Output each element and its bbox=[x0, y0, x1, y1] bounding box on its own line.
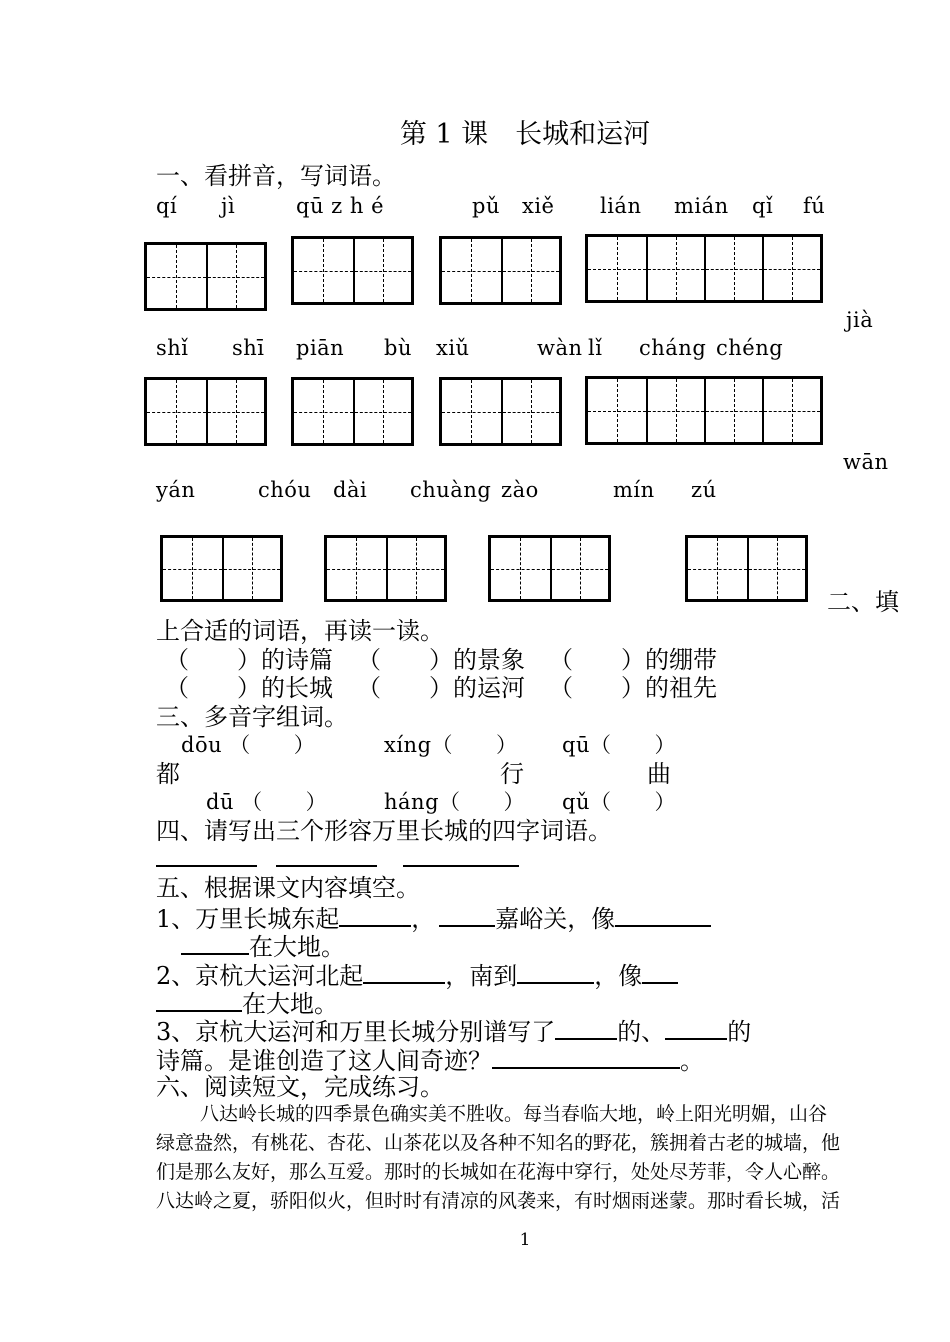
polyphone-char: 都 bbox=[156, 760, 180, 788]
section1-heading: 一、看拼音，写词语。 bbox=[156, 162, 396, 190]
polyphone-item[interactable]: xíng（ ） bbox=[384, 733, 518, 757]
question-2-cont bbox=[156, 988, 338, 1018]
question-text: ，像 bbox=[594, 962, 643, 990]
pinyin: chéng bbox=[716, 336, 784, 360]
pinyin: xiǔ bbox=[436, 336, 470, 360]
writing-grid[interactable] bbox=[439, 377, 562, 446]
reading-line: 八达岭之夏，骄阳似火，但时时有清凉的风袭来，有时烟雨迷蒙。那时看长城，活 bbox=[156, 1190, 841, 1212]
writing-grid[interactable] bbox=[324, 535, 447, 602]
question-text: 在大地。 bbox=[249, 933, 345, 961]
answer-blank[interactable] bbox=[156, 988, 242, 1012]
answer-blank[interactable] bbox=[181, 931, 249, 955]
question-text: 3、京杭大运河和万里长城分别谱写了 bbox=[156, 1018, 556, 1046]
polyphone-char: 行 bbox=[500, 760, 524, 788]
pinyin: pǔ bbox=[472, 194, 500, 218]
pinyin: fú bbox=[803, 194, 826, 218]
pinyin: mián bbox=[674, 194, 729, 218]
section6-heading: 六、阅读短文，完成练习。 bbox=[156, 1073, 444, 1101]
question-text: ，南到 bbox=[445, 962, 518, 990]
fill-item[interactable]: （ ）的诗篇 bbox=[165, 646, 333, 674]
reading-line: 绿意盎然，有桃花、杏花、山茶花以及各种不知名的野花，簇拥着古老的城墙，他 bbox=[156, 1132, 841, 1154]
pinyin: chóu bbox=[258, 478, 312, 502]
writing-grid[interactable] bbox=[291, 377, 414, 446]
question-text: 嘉峪关，像 bbox=[495, 905, 616, 933]
answer-blank[interactable] bbox=[555, 1016, 617, 1040]
pinyin: cháng bbox=[639, 336, 707, 360]
answer-blank[interactable] bbox=[276, 843, 377, 867]
question-text: 。 bbox=[680, 1047, 704, 1075]
section5-heading: 五、根据课文内容填空。 bbox=[156, 874, 420, 902]
section3-heading: 三、多音字组词。 bbox=[156, 703, 348, 731]
fill-item[interactable]: （ ）的景象 bbox=[357, 646, 525, 674]
writing-grid[interactable] bbox=[585, 376, 823, 445]
pinyin: dài bbox=[333, 478, 368, 502]
question-text: 诗篇。是谁创造了这人间奇迹？ bbox=[156, 1047, 492, 1075]
question-1-cont bbox=[181, 931, 345, 961]
fill-item[interactable]: （ ）的运河 bbox=[357, 674, 525, 702]
writing-grid[interactable] bbox=[585, 234, 823, 303]
polyphone-item[interactable]: qǔ（ ） bbox=[562, 790, 676, 814]
pinyin: yán bbox=[156, 478, 196, 502]
writing-grid[interactable] bbox=[488, 535, 611, 602]
pinyin: qí bbox=[156, 194, 178, 218]
fill-item[interactable]: （ ）的长城 bbox=[165, 674, 333, 702]
pinyin: piān bbox=[296, 336, 345, 360]
question-text: 2、京杭大运河北起 bbox=[156, 962, 364, 990]
fill-item[interactable]: （ ）的绷带 bbox=[549, 646, 717, 674]
polyphone-item[interactable]: qū（ ） bbox=[562, 733, 676, 757]
pinyin: wān bbox=[843, 450, 889, 474]
writing-grid[interactable] bbox=[291, 236, 414, 305]
answer-blank[interactable] bbox=[615, 903, 711, 927]
question-1 bbox=[156, 903, 711, 933]
pinyin: jià bbox=[846, 308, 874, 332]
section2-heading-cont: 上合适的词语，再读一读。 bbox=[156, 617, 444, 645]
pinyin: xiě bbox=[522, 194, 555, 218]
section2-heading: 二、填 bbox=[827, 588, 899, 616]
pinyin: lián bbox=[600, 194, 642, 218]
pinyin: chuàng bbox=[410, 478, 492, 502]
question-text: 1、万里长城东起 bbox=[156, 905, 340, 933]
question-text: 的、 bbox=[617, 1018, 666, 1046]
reading-line: 八达岭长城的四季景色确实美不胜收。每当春临大地，岭上阳光明媚，山谷 bbox=[200, 1103, 828, 1125]
pinyin: zào bbox=[501, 478, 539, 502]
lesson-title: 第 1 课 长城和运河 bbox=[399, 119, 651, 150]
writing-grid[interactable] bbox=[144, 242, 267, 311]
pinyin: shǐ bbox=[156, 336, 189, 360]
writing-grid[interactable] bbox=[160, 535, 283, 602]
answer-blank[interactable] bbox=[492, 1045, 680, 1069]
pinyin: bù bbox=[384, 336, 412, 360]
answer-blank[interactable] bbox=[339, 903, 411, 927]
question-2 bbox=[156, 960, 678, 990]
pinyin: shī bbox=[232, 336, 265, 360]
pinyin: jì bbox=[221, 194, 236, 218]
polyphone-item[interactable]: dōu （ ） bbox=[181, 733, 316, 757]
answer-blank[interactable] bbox=[403, 843, 519, 867]
pinyin: wàn bbox=[537, 336, 583, 360]
section4-heading: 四、请写出三个形容万里长城的四字词语。 bbox=[156, 817, 612, 845]
pinyin: zú bbox=[691, 478, 717, 502]
pinyin: qū z h é bbox=[296, 194, 385, 218]
polyphone-item[interactable]: dū （ ） bbox=[206, 790, 328, 814]
answer-blank[interactable] bbox=[642, 960, 678, 984]
answer-blank[interactable] bbox=[156, 843, 257, 867]
writing-grid[interactable] bbox=[685, 535, 808, 602]
answer-blank[interactable] bbox=[439, 903, 495, 927]
polyphone-char: 曲 bbox=[647, 760, 671, 788]
answer-blank[interactable] bbox=[363, 960, 445, 984]
reading-line: 们是那么友好，那么互爱。那时的长城如在花海中穿行，处处尽芳菲，令人心醉。 bbox=[156, 1161, 841, 1183]
question-text: 在大地。 bbox=[242, 990, 338, 1018]
polyphone-item[interactable]: háng（ ） bbox=[384, 790, 526, 814]
page-number: 1 bbox=[519, 1230, 531, 1250]
question-3-cont bbox=[156, 1045, 704, 1075]
writing-grid[interactable] bbox=[439, 236, 562, 305]
pinyin: mín bbox=[613, 478, 655, 502]
answer-blank[interactable] bbox=[517, 960, 594, 984]
answer-blank[interactable] bbox=[665, 1016, 727, 1040]
pinyin: lǐ bbox=[588, 336, 603, 360]
question-text: ， bbox=[411, 905, 436, 933]
question-3 bbox=[156, 1016, 751, 1046]
question-text: 的 bbox=[727, 1018, 752, 1046]
writing-grid[interactable] bbox=[144, 377, 267, 446]
pinyin: qǐ bbox=[752, 194, 774, 218]
fill-item[interactable]: （ ）的祖先 bbox=[549, 674, 717, 702]
